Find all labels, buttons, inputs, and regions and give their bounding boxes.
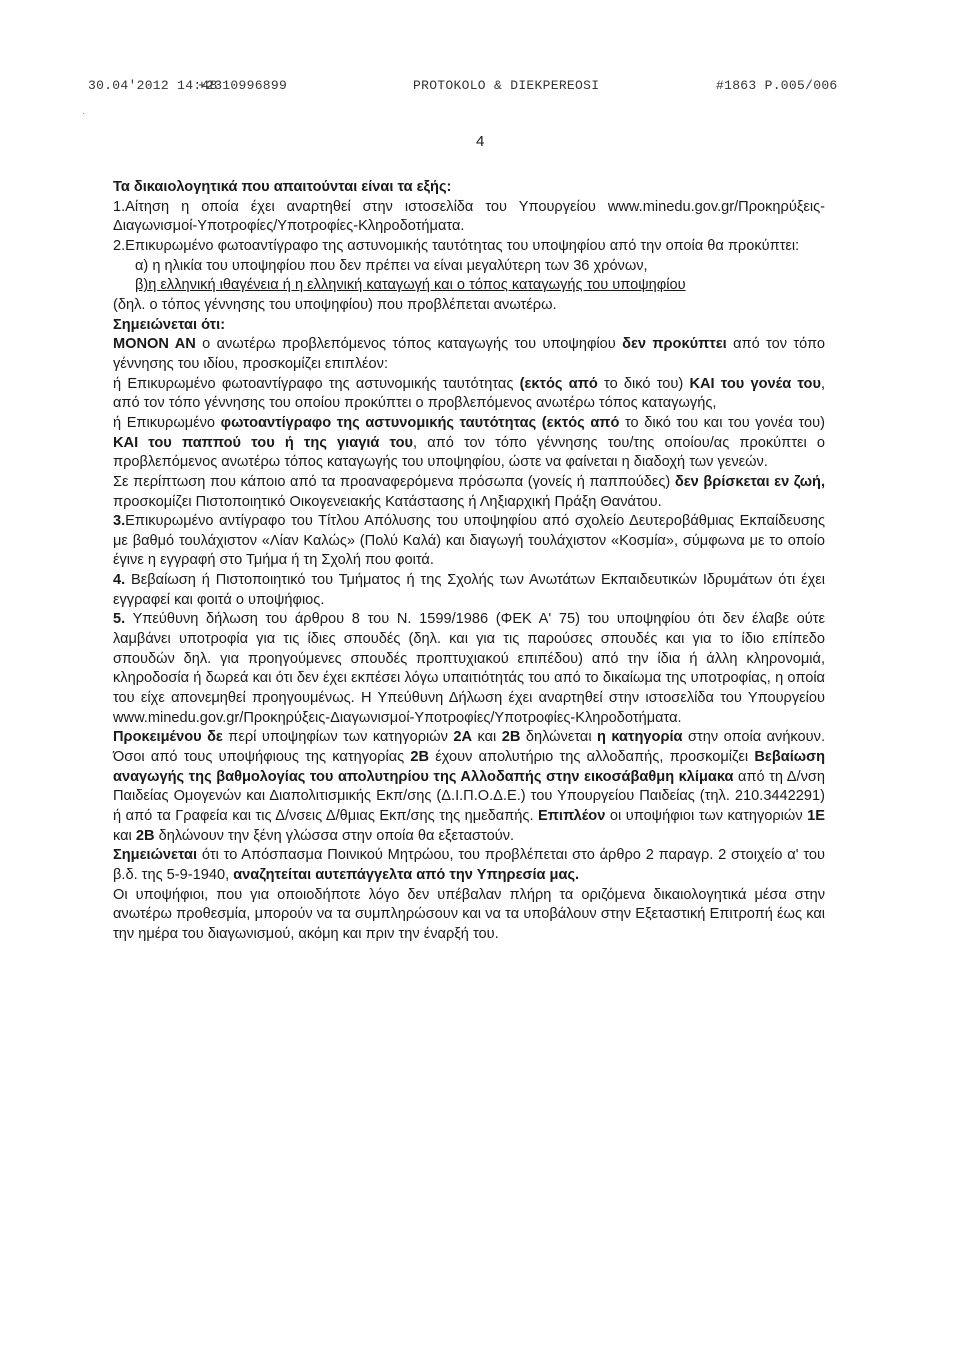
note-heading: Σημειώνεται ότι: <box>113 316 226 333</box>
fax-header <box>88 78 838 100</box>
note-paragraph-2: ή Επικυρωμένο φωτοαντίγραφο της αστυνομικής ταυτότητας (εκτός από το δικό του) ΚΑΙ του γονέα του, από τον τόπο γέννησης του οποίου προκύπτει ο προβλεπόμενος ανωτέρω τόπος καταγωγής, <box>113 375 825 412</box>
note-paragraph-1: ΜΟΝΟΝ ΑΝ ο ανωτέρω προβλεπόμενος τόπος καταγωγής του υποψηφίου δεν προκύπτει από τον τόπο γέννησης του ιδίου, προσκομίζει επιπλέον: <box>113 336 826 372</box>
categories-paragraph: Προκειμένου δε περί υποψηφίων των κατηγοριών 2Α και 2Β δηλώνεται η κατηγορία στην οποία ανήκουν. Όσοι από τους υποψήφιους της κατηγορίας 2Β έχουν απολυτήριο της αλλοδαπής, προσκομίζει Βεβαίωση αναγωγής της βαθμολογίας του απολυτηρίου της Αλλοδαπής στην εικοσάβαθμη κλίμακα από τη Δ/νση Παιδείας Ομογενών και Διαπολιτισμικής Εκπ/σης (Δ.Ι.Π.Ο.Δ.Ε.) του Υπουργείου Παιδείας (τηλ. 210.3442291) ή από τα Γραφεία και τις Δ/νσεις Δ/θμιας Εκπ/σης της ημεδαπής. Επιπλέον οι υποψήφιοι των κατηγοριών 1Ε και 2Β δηλώνουν την ξένη γλώσσα στην οποία θα εξεταστούν. <box>113 729 825 844</box>
document-body <box>113 178 825 945</box>
item-2-b: β)η ελληνική ιθαγένεια ή η ελληνική καταγωγή και ο τόπος καταγωγής του υποψηφίου <box>135 277 686 294</box>
item-1: 1.Αίτηση η οποία έχει αναρτηθεί στην ιστοσελίδα του Υπουργείου www.minedu.gov.gr/Προκηρύξεις-Διαγωνισμοί-Υποτροφίες/Υποτροφίες-Κληροδοτήματα. <box>113 198 825 235</box>
fax-date-time: 30.04'2012 14:48 <box>88 78 218 93</box>
final-paragraph: Οι υποψήφιοι, που για οποιοδήποτε λόγο δεν υπέβαλαν πλήρη τα οριζόμενα δικαιολογητικά μέσα στην ανωτέρω προθεσμία, μπορούν να τα συμπληρώσουν και να τα υποβάλουν στην Εξεταστική Επιτροπή έως και την ημέρα του διαγωνισμού, ακόμη και πριν την έναρξή του. <box>113 886 825 942</box>
item-2-b-cont: (δηλ. ο τόπος γέννησης του υποψηφίου) που προβλέπεται ανωτέρω. <box>113 296 557 313</box>
note-paragraph-3: ή Επικυρωμένο φωτοαντίγραφο της αστυνομικής ταυτότητας (εκτός από το δικό του και του γονέα του) ΚΑΙ του παππού του ή της γιαγιά του, από τον τόπο γέννησης του/της οποίου/ας προκύπτει ο προβλεπόμενος ανωτέρω τόπος καταγωγής του υποψηφίου, ώστε να φαίνεται η διαδοχή των γενεών. <box>113 414 826 471</box>
fax-sender: PROTOKOLO & DIEKPEREOSI <box>413 78 600 93</box>
item-2-lead: 2.Επικυρωμένο φωτοαντίγραφο της αστυνομικής ταυτότητας του υποψηφίου από την οποία θα προκύπτει: <box>113 237 800 254</box>
criminal-record-paragraph: Σημειώνεται ότι το Απόσπασμα Ποινικού Μητρώου, του προβλέπεται στο άρθρο 2 παραγρ. 2 στοιχείο α' του β.δ. της 5-9-1940, αναζητείται αυτεπάγγελτα από την Υπηρεσία μας. <box>113 847 825 883</box>
fax-phone: +2310996899 <box>198 78 288 93</box>
item-2-a: α) η ηλικία του υποψηφίου που δεν πρέπει να είναι μεγαλύτερη των 36 χρόνων, <box>135 257 648 274</box>
scan-mark: · <box>82 108 86 119</box>
item-5: 5. Υπεύθυνη δήλωση του άρθρου 8 του Ν. 1599/1986 (ΦΕΚ Α' 75) του υποψηφίου ότι δεν έλαβε ούτε λαμβάνει υποτροφία για τις ίδιες σπουδές (δηλ. και για τις παρούσες σπουδές και για το ίδιο επίπεδο σπουδών δηλ. για προηγούμενες σπουδές προπτυχιακού επιπέδου) από την ίδια ή άλλη κληρονομιά, κληροδοσία ή δωρεά και ότι δεν έχει εκπέσει λόγω υπαιτιότητάς του από το δικαίωμα της υποτροφίας, η οποία του είχε απονεμηθεί προηγουμένως. Η Υπεύθυνη Δήλωση έχει αναρτηθεί στην ιστοσελίδα του Υπουργείου www.minedu.gov.gr/Προκηρύξεις-Διαγωνισμοί-Υποτροφίες/Υποτροφίες-Κληροδοτήματα. <box>113 611 825 726</box>
intro-heading: Τα δικαιολογητικά που απαιτούνται είναι τα εξής: <box>113 179 452 195</box>
page-number: 4 <box>476 133 485 150</box>
note-paragraph-4: Σε περίπτωση που κάποιο από τα προαναφερόμενα πρόσωπα (γονείς ή παππούδες) δεν βρίσκεται εν ζωή, προσκομίζει Πιστοποιητικό Οικογενειακής Κατάστασης ή Ληξιαρχική Πράξη Θανάτου. <box>113 473 826 510</box>
item-3: 3.Επικυρωμένο αντίγραφο του Τίτλου Απόλυσης του υποψηφίου από σχολείο Δευτεροβάθμιας Εκπαίδευσης με βαθμό τουλάχιστον «Λίαν Καλώς» (Πολύ Καλά) και διαγωγή τουλάχιστον «Κοσμία», σύμφωνα με το οποίο έγινε η εγγραφή στο Τμήμα ή τη Σχολή που φοιτά. <box>113 513 825 569</box>
fax-page-indicator: #1863 P.005/006 <box>716 78 838 93</box>
item-4: 4. Βεβαίωση ή Πιστοποιητικό του Τμήματος ή της Σχολής των Ανωτάτων Εκπαιδευτικών Ιδρυμάτων ότι έχει εγγραφεί και φοιτά ο υποψήφιος. <box>113 572 825 608</box>
